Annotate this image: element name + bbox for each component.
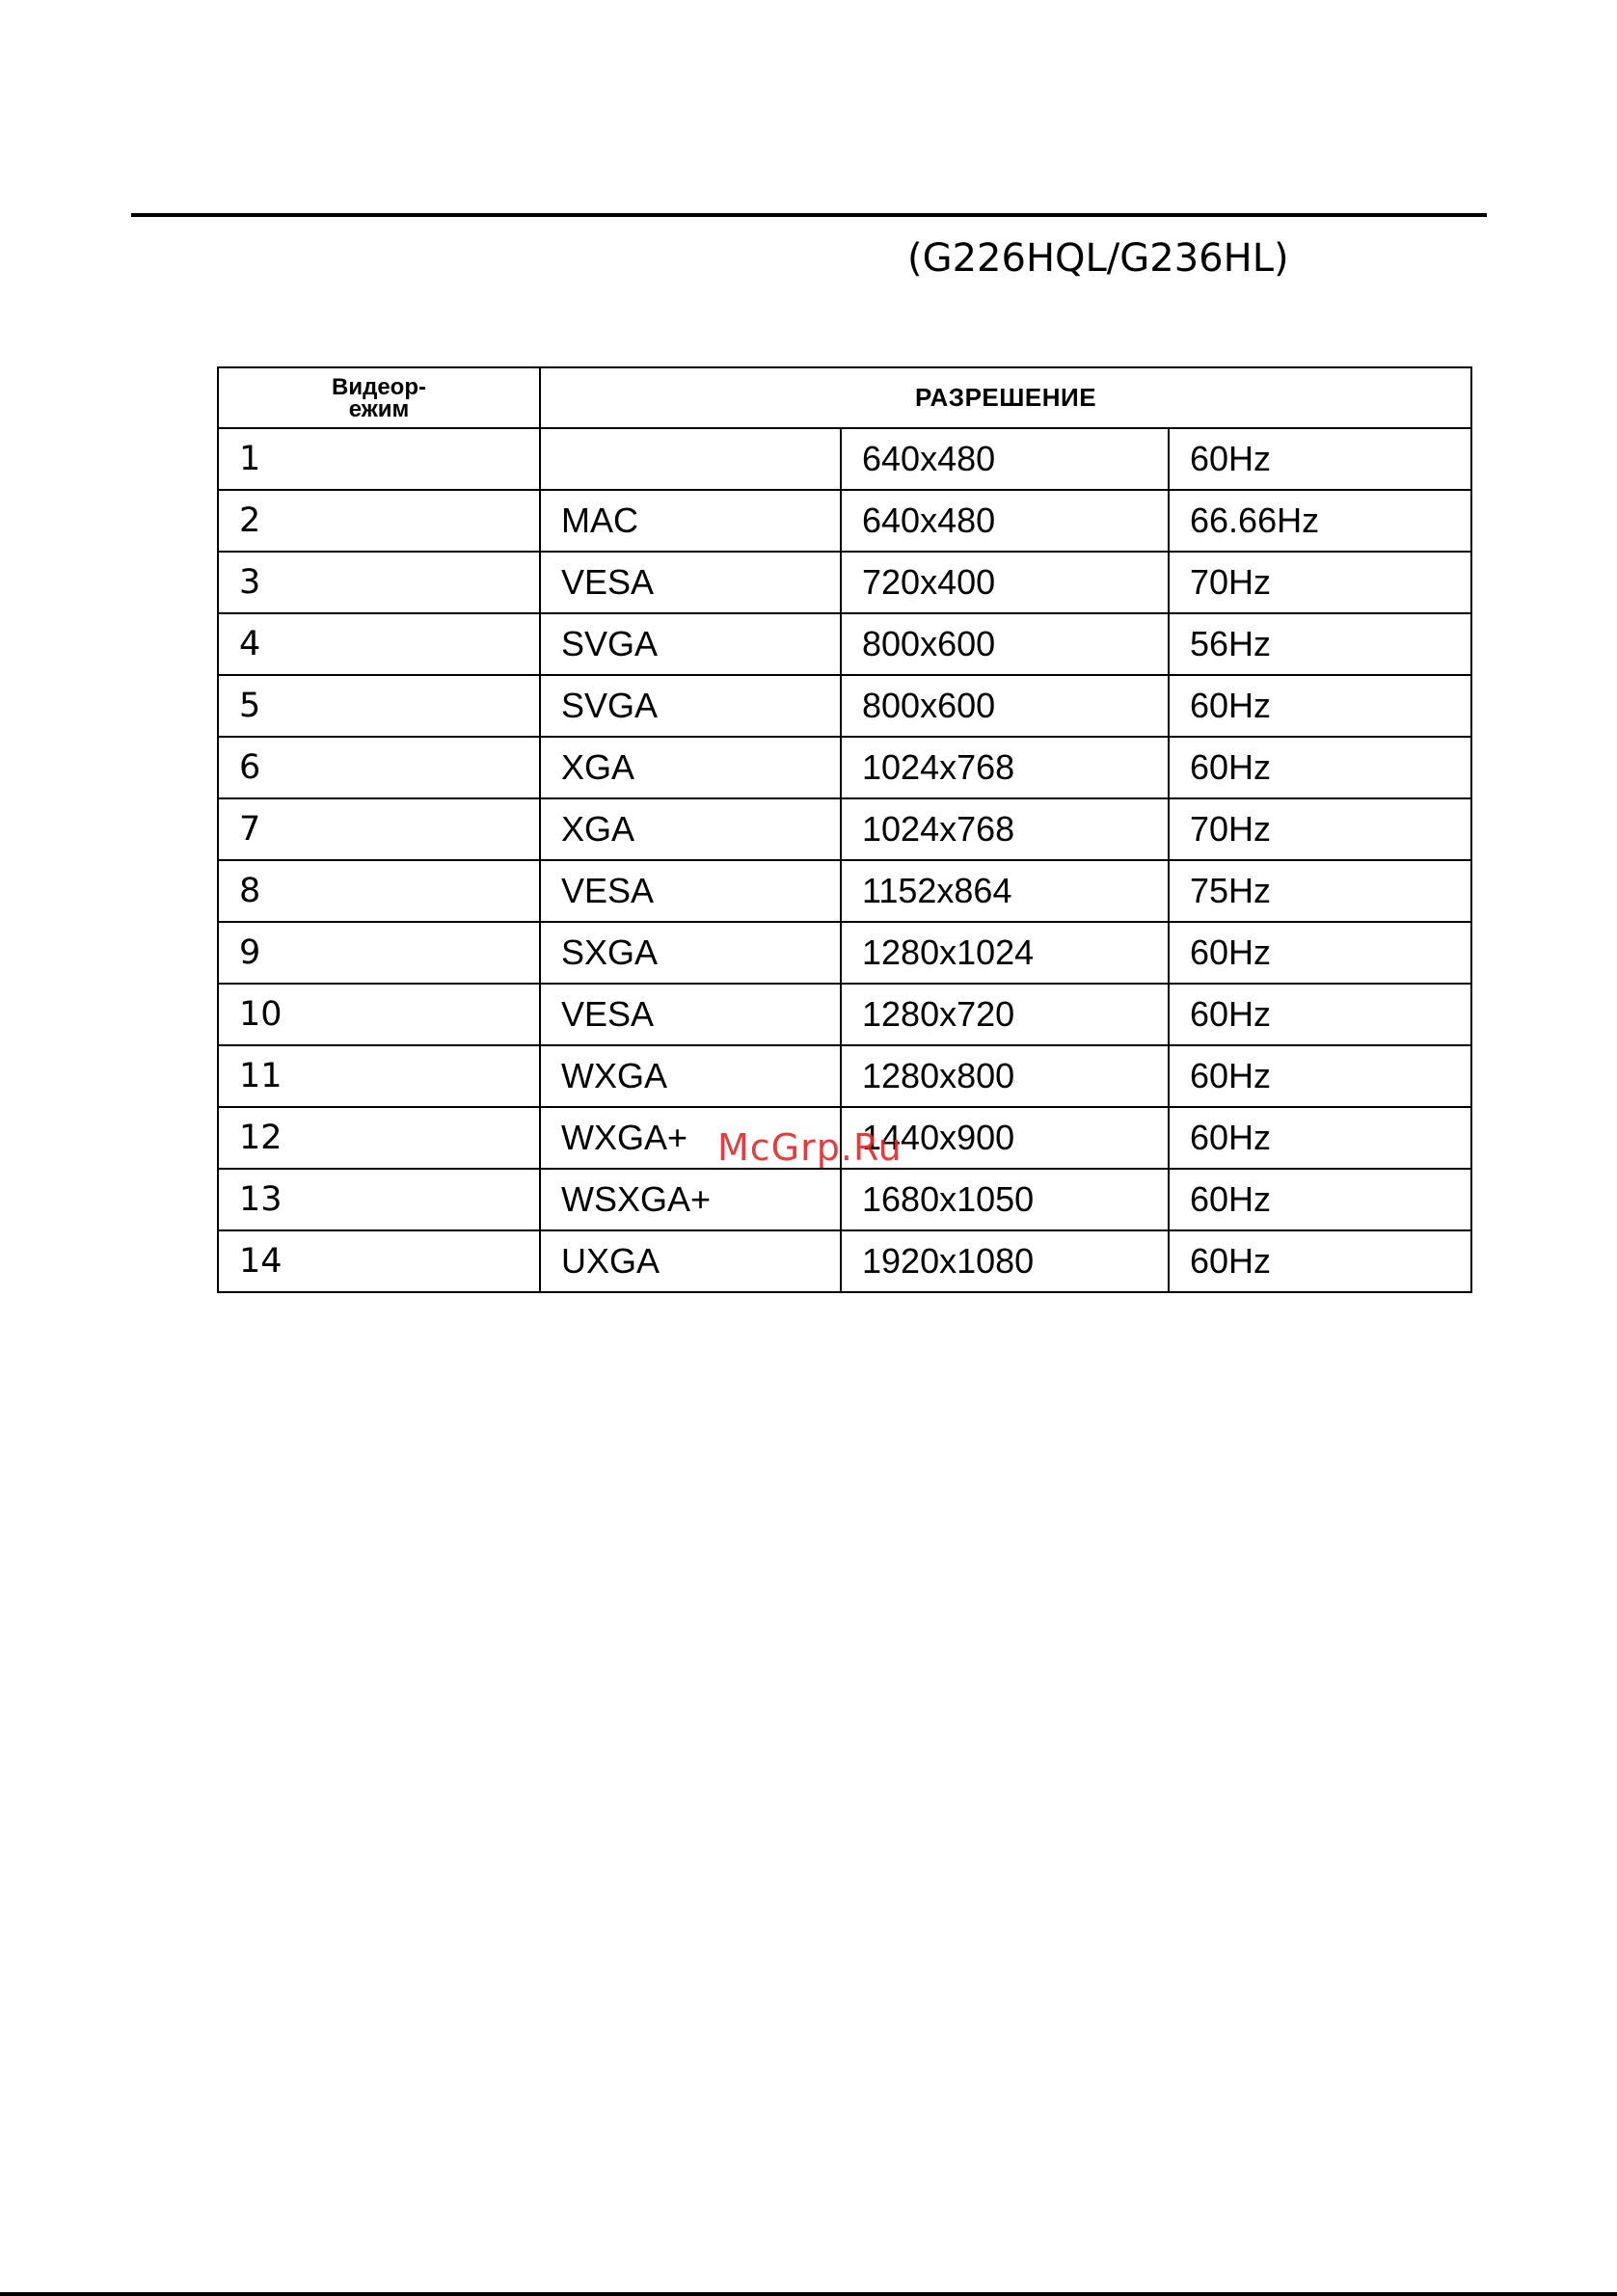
header-resolution: РАЗРЕШЕНИЕ xyxy=(540,367,1471,428)
watermark: McGrp.Ru xyxy=(717,1126,903,1169)
refresh-rate-cell: 66.66Hz xyxy=(1169,490,1471,552)
standard-cell: WXGA+ xyxy=(540,1107,841,1169)
mode-number-cell: 12 xyxy=(218,1107,540,1169)
table-row xyxy=(218,737,1471,798)
table-row xyxy=(218,860,1471,922)
resolution-cell: 1440x900 xyxy=(841,1107,1169,1169)
resolution-cell: 640x480 xyxy=(841,490,1169,552)
resolution-cell: 1280x1024 xyxy=(841,922,1169,984)
refresh-rate-cell: 75Hz xyxy=(1169,860,1471,922)
refresh-rate-cell: 60Hz xyxy=(1169,984,1471,1045)
mode-number-cell: 6 xyxy=(218,737,540,798)
resolution-cell: 640x480 xyxy=(841,428,1169,490)
resolution-cell: 1024x768 xyxy=(841,737,1169,798)
standard-cell: UXGA xyxy=(540,1230,841,1292)
standard-cell: XGA xyxy=(540,798,841,860)
refresh-rate-cell: 60Hz xyxy=(1169,1169,1471,1230)
table-row xyxy=(218,552,1471,613)
refresh-rate-cell: 60Hz xyxy=(1169,675,1471,737)
mode-number-cell: 8 xyxy=(218,860,540,922)
table-row xyxy=(218,675,1471,737)
refresh-rate-cell: 60Hz xyxy=(1169,1045,1471,1107)
mode-number-cell: 10 xyxy=(218,984,540,1045)
mode-number-cell: 13 xyxy=(218,1169,540,1230)
standard-cell: WSXGA+ xyxy=(540,1169,841,1230)
standard-cell: VESA xyxy=(540,984,841,1045)
resolution-cell: 1680x1050 xyxy=(841,1169,1169,1230)
resolution-cell: 1152x864 xyxy=(841,860,1169,922)
resolution-cell: 800x600 xyxy=(841,613,1169,675)
refresh-rate-cell: 60Hz xyxy=(1169,737,1471,798)
mode-number-cell: 14 xyxy=(218,1230,540,1292)
resolution-cell: 720x400 xyxy=(841,552,1169,613)
standard-cell: SVGA xyxy=(540,613,841,675)
refresh-rate-cell: 60Hz xyxy=(1169,428,1471,490)
header-video-mode xyxy=(218,367,540,428)
refresh-rate-cell: 70Hz xyxy=(1169,798,1471,860)
table-row xyxy=(218,984,1471,1045)
mode-number-cell: 3 xyxy=(218,552,540,613)
refresh-rate-cell: 56Hz xyxy=(1169,613,1471,675)
resolution-cell: 1280x720 xyxy=(841,984,1169,1045)
table-row xyxy=(218,1230,1471,1292)
mode-number-cell: 9 xyxy=(218,922,540,984)
table-row xyxy=(218,613,1471,675)
resolution-cell: 1920x1080 xyxy=(841,1230,1169,1292)
bottom-rule xyxy=(0,2292,1617,2296)
model-title: (G226HQL/G236HL) xyxy=(907,236,1289,281)
refresh-rate-cell: 60Hz xyxy=(1169,1107,1471,1169)
resolution-cell: 800x600 xyxy=(841,675,1169,737)
table-row xyxy=(218,922,1471,984)
mode-number-cell: 2 xyxy=(218,490,540,552)
resolution-cell: 1280x800 xyxy=(841,1045,1169,1107)
standard-cell: VESA xyxy=(540,860,841,922)
standard-cell: XGA xyxy=(540,737,841,798)
standard-cell: SXGA xyxy=(540,922,841,984)
top-rule xyxy=(131,213,1487,217)
standard-cell: VESA xyxy=(540,552,841,613)
refresh-rate-cell: 60Hz xyxy=(1169,1230,1471,1292)
table-row xyxy=(218,428,1471,490)
standard-cell: WXGA xyxy=(540,1045,841,1107)
mode-number-cell: 1 xyxy=(218,428,540,490)
header-video-mode-line2: ежим xyxy=(348,395,410,422)
refresh-rate-cell: 70Hz xyxy=(1169,552,1471,613)
header-video-mode-line1: Видеор- xyxy=(332,373,426,400)
mode-number-cell: 5 xyxy=(218,675,540,737)
table-header-row xyxy=(218,367,1471,428)
standard-cell: SVGA xyxy=(540,675,841,737)
table-row xyxy=(218,1169,1471,1230)
table-row xyxy=(218,490,1471,552)
standard-cell: MAC xyxy=(540,490,841,552)
table-row xyxy=(218,798,1471,860)
mode-number-cell: 4 xyxy=(218,613,540,675)
refresh-rate-cell: 60Hz xyxy=(1169,922,1471,984)
resolution-cell: 1024x768 xyxy=(841,798,1169,860)
standard-cell xyxy=(540,428,841,490)
table-row xyxy=(218,1045,1471,1107)
mode-number-cell: 7 xyxy=(218,798,540,860)
mode-number-cell: 11 xyxy=(218,1045,540,1107)
